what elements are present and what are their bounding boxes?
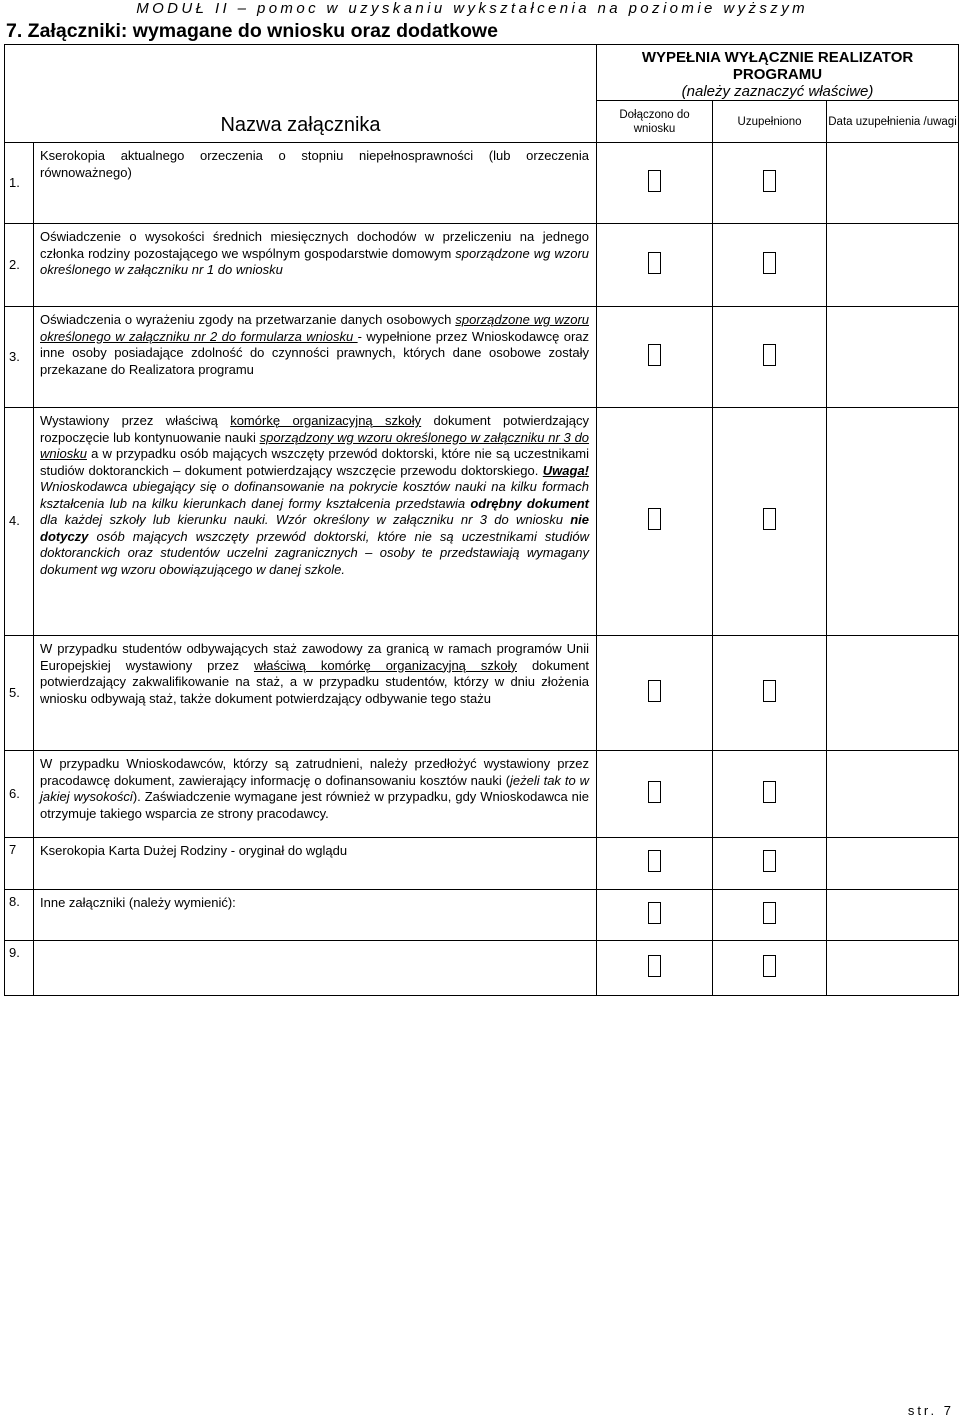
attached-checkbox-cell [597, 636, 713, 751]
attached-checkbox[interactable] [648, 344, 661, 366]
row-number: 2. [5, 224, 34, 307]
row-number: 7 [5, 838, 34, 890]
supplemented-checkbox[interactable] [763, 902, 776, 924]
description-text: dokument potwierdzający zakwalifikowanie na staż, a w przypadku studentów, którzy w dniu złożenia wniosku odbywają staż, także dokument potwierdzający odbywanie tego stażu [40, 657, 590, 706]
attached-checkbox-cell [597, 143, 713, 224]
attached-checkbox[interactable] [648, 781, 661, 803]
attached-checkbox-cell [597, 408, 713, 636]
date-remarks-cell[interactable] [827, 224, 959, 307]
description-text: osób mających wszczęty przewód doktorski, które nie są uczestnikami studiów doktoranckich oraz studentów uczelni zagranicznych – osoby te przedstawiają wymagany dokument wg wzoru obowiązującego w danej szkole. [40, 528, 590, 577]
attachment-description [34, 890, 597, 941]
supplemented-header [713, 101, 827, 143]
supplemented-header-label: Uzupełniono [737, 115, 802, 128]
supplemented-checkbox[interactable] [763, 170, 776, 192]
supplemented-checkbox[interactable] [763, 680, 776, 702]
description-text: sporządzone wg wzoru określonego w załączniku nr 2 do formularza wniosku [40, 312, 590, 344]
attached-header-label: Dołączono do wniosku [619, 108, 690, 135]
row-number: 1. [5, 143, 34, 224]
supplemented-checkbox[interactable] [763, 850, 776, 872]
supplemented-checkbox-cell [713, 751, 827, 838]
row-number: 3. [5, 307, 34, 408]
attachment-row [5, 838, 959, 890]
description-text: właściwą komórkę organizacyjną szkoły [253, 657, 517, 673]
attachment-row [5, 408, 959, 636]
page-number: str. 7 [907, 1403, 954, 1418]
attachment-description [34, 408, 597, 636]
description-text: Kserokopia aktualnego orzeczenia o stopniu niepełnosprawności (lub orzeczenia równoważnego) [40, 148, 590, 180]
attached-checkbox-cell [597, 941, 713, 996]
section-title: 7. Załączniki: wymagane do wniosku oraz dodatkowe [6, 20, 498, 42]
attached-checkbox[interactable] [648, 955, 661, 977]
description-text: dokument potwierdzający rozpoczęcie lub kontynuowanie nauki [40, 413, 590, 445]
description-text: Wnioskodawca ubiegający się o dofinansowanie na pokrycie kosztów nauki na kilku formach kształcenia lub na kilku kierunkach danej formy kształcenia przedstawia [40, 479, 590, 511]
date-remarks-cell[interactable] [827, 838, 959, 890]
attached-checkbox[interactable] [648, 170, 661, 192]
row-number: 9. [5, 941, 34, 996]
attachments-table [4, 44, 959, 996]
date-header-label: Data uzupełnienia /uwagi [828, 115, 957, 128]
date-remarks-cell[interactable] [827, 408, 959, 636]
organizer-fill-note: (należy zaznaczyć właściwe) [681, 83, 874, 100]
attachment-row [5, 636, 959, 751]
date-header [827, 101, 959, 143]
supplemented-checkbox-cell [713, 143, 827, 224]
attachment-row [5, 890, 959, 941]
attached-checkbox[interactable] [648, 508, 661, 530]
supplemented-checkbox[interactable] [763, 344, 776, 366]
supplemented-checkbox-cell [713, 408, 827, 636]
description-text: odrębny dokument [470, 495, 590, 511]
date-remarks-cell[interactable] [827, 143, 959, 224]
row-number: 6. [5, 751, 34, 838]
attached-checkbox-cell [597, 751, 713, 838]
date-remarks-cell[interactable] [827, 941, 959, 996]
attachment-row [5, 143, 959, 224]
date-remarks-cell[interactable] [827, 307, 959, 408]
description-text: ). Zaświadczenie wymagane jest również w przypadku, gdy Wnioskodawca nie otrzymuje takiego wsparcia ze strony pracodawcy. [40, 789, 590, 821]
attached-header [597, 101, 713, 143]
attachment-name-header-label: Nazwa załącznika [220, 113, 381, 136]
description-text: Kserokopia Karta Dużej Rodziny - oryginał do wglądu [40, 843, 348, 858]
date-remarks-cell[interactable] [827, 636, 959, 751]
supplemented-checkbox[interactable] [763, 252, 776, 274]
description-text: Oświadczenie o wysokości średnich miesięcznych dochodów w przeliczeniu na jednego członka rodziny pozostającego we wspólnym gospodarstwie domowym [40, 229, 590, 261]
attached-checkbox-cell [597, 307, 713, 408]
description-text: Inne załączniki (należy wymienić): [40, 895, 236, 910]
attached-checkbox[interactable] [648, 252, 661, 274]
row-number: 8. [5, 890, 34, 941]
date-remarks-cell[interactable] [827, 751, 959, 838]
description-text: komórkę organizacyjną szkoły [230, 413, 422, 428]
attached-checkbox[interactable] [648, 850, 661, 872]
attached-checkbox-cell [597, 890, 713, 941]
description-text: dla każdej szkoły lub kierunku nauki. Wzór określony w załączniku nr 3 do wniosku [40, 512, 571, 527]
organizer-fill-title: WYPEŁNIA WYŁĄCZNIE REALIZATOR PROGRAMU [641, 49, 914, 83]
supplemented-checkbox-cell [713, 890, 827, 941]
attached-checkbox[interactable] [648, 680, 661, 702]
supplemented-checkbox[interactable] [763, 508, 776, 530]
row-number: 5. [5, 636, 34, 751]
organizer-fill-header [597, 45, 959, 101]
supplemented-checkbox[interactable] [763, 955, 776, 977]
attachment-row [5, 307, 959, 408]
attachment-description [34, 838, 597, 890]
supplemented-checkbox[interactable] [763, 781, 776, 803]
description-text: sporządzony wg wzoru określonego w załączniku nr 3 do wniosku [40, 429, 590, 461]
description-text: W przypadku studentów odbywających staż zawodowy za granicą w ramach programów Unii Europejskiej wystawiony przez [40, 641, 590, 673]
supplemented-checkbox-cell [713, 224, 827, 307]
supplemented-checkbox-cell [713, 636, 827, 751]
supplemented-checkbox-cell [713, 307, 827, 408]
attachment-description [34, 941, 597, 996]
description-text: sporządzone wg wzoru określonego w załączniku nr 1 do wniosku [40, 245, 590, 277]
header-row-top [5, 45, 959, 101]
attached-checkbox-cell [597, 224, 713, 307]
attachment-row [5, 751, 959, 838]
description-text: Uwaga! [542, 462, 590, 478]
supplemented-checkbox-cell [713, 838, 827, 890]
attachment-description [34, 307, 597, 408]
attachment-description [34, 224, 597, 307]
description-text: - wypełnione przez Wnioskodawcę oraz inne osoby posiadające zdolność do czynności prawnych, których dane osobowe zostały przekazane do Realizatora programu [40, 328, 590, 377]
module-header: MODUŁ II – pomoc w uzyskaniu wykształcenia na poziomie wyższym [136, 0, 808, 17]
description-text: Oświadczenia o wyrażeniu zgody na przetwarzanie danych osobowych [40, 312, 456, 327]
attachment-row [5, 224, 959, 307]
attachment-description [34, 143, 597, 224]
attached-checkbox[interactable] [648, 902, 661, 924]
attachment-description [34, 751, 597, 838]
description-text: jeżeli tak to w jakiej wysokości [40, 772, 590, 804]
row-number: 4. [5, 408, 34, 636]
attached-checkbox-cell [597, 838, 713, 890]
description-text: Wystawiony przez właściwą [40, 413, 231, 428]
attachment-description [34, 636, 597, 751]
attachment-row [5, 941, 959, 996]
attachment-name-header [5, 45, 597, 143]
date-remarks-cell[interactable] [827, 890, 959, 941]
description-text: nie dotyczy [40, 512, 590, 544]
description-text: W przypadku Wnioskodawców, którzy są zatrudnieni, należy przedłożyć wystawiony przez pracodawcę dokument, zawierający informację o dofinansowaniu kosztów nauki ( [40, 756, 590, 788]
supplemented-checkbox-cell [713, 941, 827, 996]
description-text: a w przypadku osób mających wszczęty przewód doktorski, które nie są uczestnikami studiów doktoranckich – dokument potwierdzający wszczęcie przewodu doktorskiego. [40, 446, 590, 478]
